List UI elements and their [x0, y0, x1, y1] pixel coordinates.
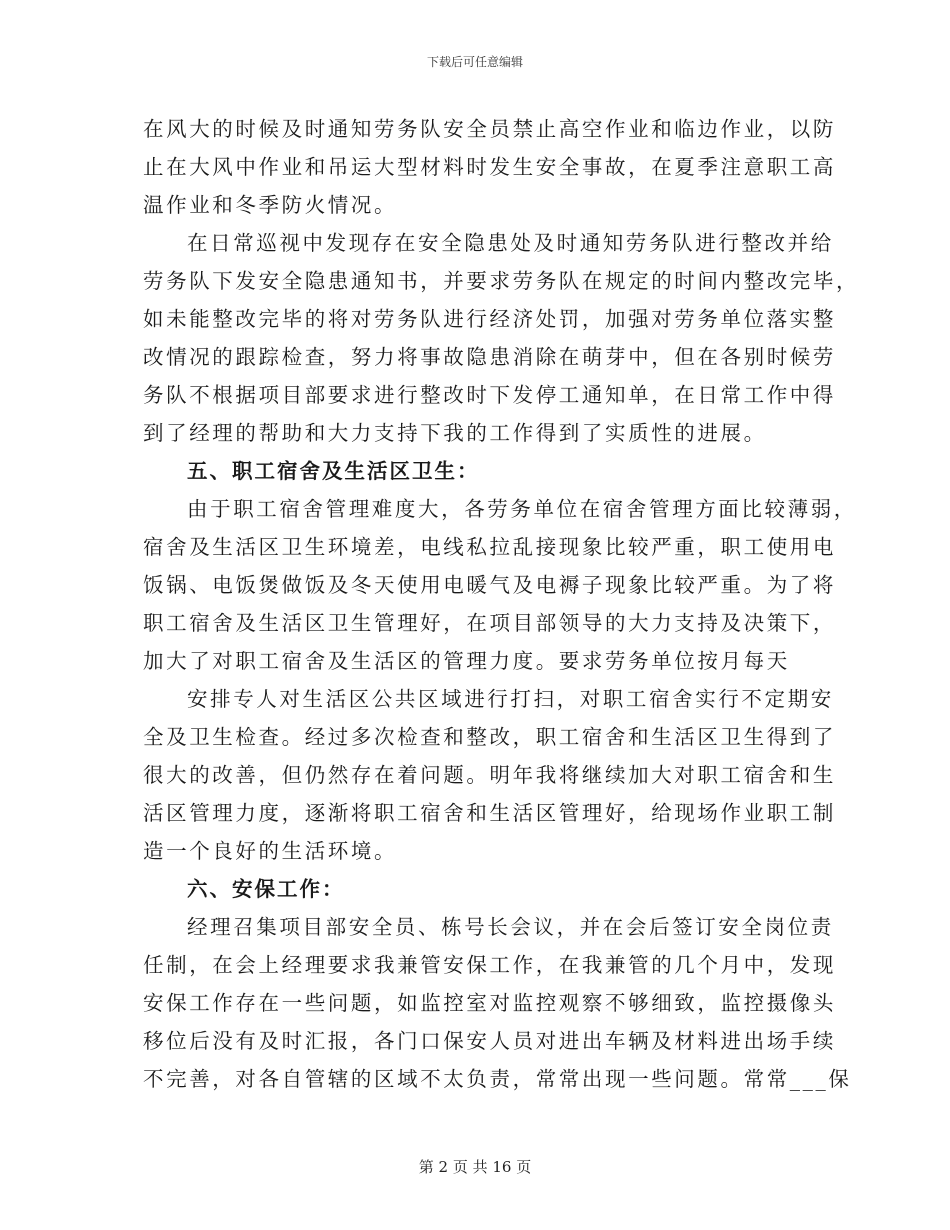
paragraph-start-line: 经理召集项目部安全员、栋号长会议，并在会后签订安全岗位责: [187, 915, 834, 939]
page-number-footer: 第 2 页 共 16 页: [418, 1158, 532, 1176]
body-line: 安保工作存在一些问题，如监控室对监控观察不够细致，监控摄像头: [143, 991, 836, 1015]
header-note: 下载后可任意编辑: [426, 55, 523, 69]
body-line: 如未能整改完毕的将对劳务队进行经济处罚，加强对劳务单位落实整: [143, 307, 836, 331]
body-line: 务队不根据项目部要求进行整改时下发停工通知单，在日常工作中得: [143, 383, 836, 407]
section-heading: 六、安保工作：: [187, 877, 345, 901]
body-line: 宿舍及生活区卫生环境差，电线私拉乱接现象比较严重，职工使用电: [143, 535, 836, 559]
body-line: 全及卫生检查。经过多次检查和整改，职工宿舍和生活区卫生得到了: [143, 725, 836, 749]
body-line: 加大了对职工宿舍及生活区的管理力度。要求劳务单位按月每天: [143, 649, 790, 673]
body-line: 止在大风中作业和吊运大型材料时发生安全事故，在夏季注意职工高: [143, 155, 836, 179]
body-line: 移位后没有及时汇报，各门口保安人员对进出车辆及材料进出场手续: [143, 1029, 836, 1053]
body-line: 温作业和冬季防火情况。: [143, 193, 398, 217]
body-line: 到了经理的帮助和大力支持下我的工作得到了实质性的进展。: [143, 421, 767, 445]
document-body: [143, 110, 860, 1098]
body-line: 造一个良好的生活环境。: [143, 839, 398, 863]
body-line: 职工宿舍及生活区卫生管理好，在项目部领导的大力支持及决策下，: [143, 611, 836, 635]
paragraph-start-line: 安排专人对生活区公共区域进行打扫，对职工宿舍实行不定期安: [187, 687, 834, 711]
body-line: 饭锅、电饭煲做饭及冬天使用电暖气及电褥子现象比较严重。为了将: [143, 573, 836, 597]
body-line: 改情况的跟踪检查，努力将事故隐患消除在萌芽中，但在各别时候劳: [143, 345, 836, 369]
body-line: 不完善，对各自管辖的区域不太负责，常常出现一些问题。常常___保: [143, 1067, 852, 1091]
section-heading: 五、职工宿舍及生活区卫生：: [187, 459, 480, 483]
body-line: 很大的改善，但仍然存在着问题。明年我将继续加大对职工宿舍和生: [143, 763, 836, 787]
paragraph-start-line: 由于职工宿舍管理难度大，各劳务单位在宿舍管理方面比较薄弱，: [187, 497, 857, 521]
paragraph-start-line: 在日常巡视中发现存在安全隐患处及时通知劳务队进行整改并给: [187, 231, 834, 255]
body-line: 在风大的时候及时通知劳务队安全员禁止高空作业和临边作业，以防: [143, 117, 836, 141]
body-line: 活区管理力度，逐渐将职工宿舍和生活区管理好，给现场作业职工制: [143, 801, 836, 825]
body-line: 劳务队下发安全隐患通知书，并要求劳务队在规定的时间内整改完毕，: [143, 269, 860, 293]
body-line: 任制，在会上经理要求我兼管安保工作，在我兼管的几个月中，发现: [143, 953, 836, 977]
